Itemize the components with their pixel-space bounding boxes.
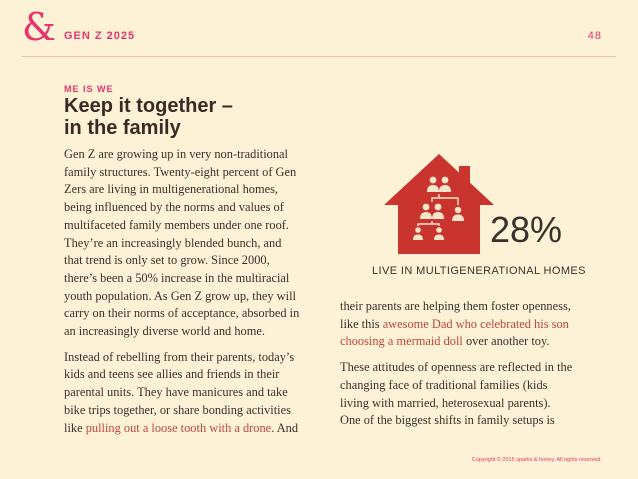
page-number: 48 — [587, 30, 602, 42]
paragraph-text: their parents are helping them foster openness, like this — [340, 299, 571, 331]
paragraph — [340, 298, 574, 351]
copyright-notice: Copyright © 2015 sparks & honey. All rights reserved. — [471, 457, 602, 463]
paragraph-text: Instead of rebelling from their parents, today’s kids and teens see allies and friends in their parental units. They have manicures and take bike trips together, or share bonding activities like — [64, 349, 295, 435]
stat-value: 28% — [490, 209, 563, 250]
body-column-right — [340, 298, 574, 438]
paragraph-text: . And — [271, 420, 299, 435]
title-line-2: in the family — [64, 117, 181, 139]
paragraph: These attitudes of openness are reflected in the changing face of traditional families (kids living with married, heterosexual parents). One of the biggest shifts in family setups is — [340, 360, 573, 428]
title-line-1: Keep it together – — [64, 95, 233, 117]
header-divider — [22, 56, 616, 57]
paragraph: Gen Z are growing up in very non-traditional family structures. Twenty-eight percent of Gen Zers are living in multigenerational homes, being influenced by the norms and values of multifaceted family members under one roof. They’re an increasingly blended bunch, and that trend is only set to grow. Since 2000, there’s been a 50% increase in the multiracial youth population. As Gen Z grow up, they will carry on their norms of acceptance, absorbed in an increasingly diverse world and home. — [64, 147, 300, 339]
house-family-tree-icon — [382, 150, 496, 256]
page-header — [0, 0, 638, 80]
body-column-left — [64, 146, 300, 445]
report-title: GEN Z 2025 — [64, 30, 136, 42]
mermaid-doll-link[interactable]: awesome Dad who celebrated his son choosing a mermaid doll — [340, 316, 569, 349]
section-label: ME IS WE — [64, 84, 114, 94]
paragraph — [64, 349, 300, 438]
paragraph-text: over another toy. — [462, 334, 550, 349]
ampersand-logo-icon: & — [22, 5, 56, 49]
stat-label: LIVE IN MULTIGENERATIONAL HOMES — [372, 265, 586, 277]
page-title — [64, 95, 304, 139]
drone-tooth-link[interactable]: pulling out a loose tooth with a drone — [85, 420, 272, 435]
